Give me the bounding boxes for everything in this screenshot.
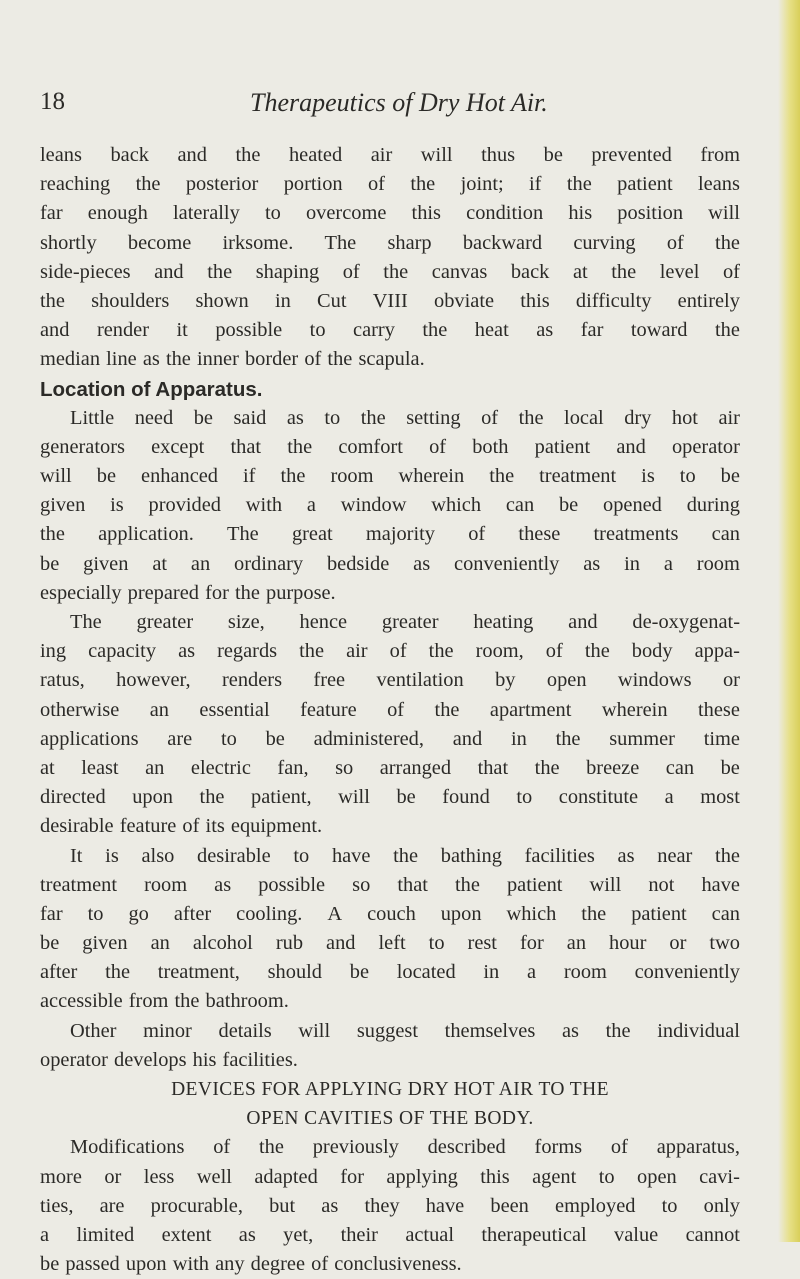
chapter-subheading [40, 1075, 740, 1133]
text-line: Little need be said as to the setting of the local dry hot air [70, 406, 740, 429]
text-line: the shoulders shown in Cut VIII obviate this difficulty entirely [40, 289, 740, 312]
text-line: after the treatment, should be located in a room conveniently [40, 961, 740, 984]
text-line: Other minor details will suggest themselves as the individual [70, 1019, 740, 1042]
text-line: The greater size, hence greater heating and de-oxygenat- [70, 611, 740, 633]
text-line: side-pieces and the shaping of the canvas back at the level of [40, 260, 740, 283]
text-line: desirable feature of its equipment. [40, 815, 323, 838]
paragraph [40, 1133, 740, 1279]
section-heading [40, 375, 740, 404]
text-line: be given at an ordinary bedside as conveniently as in a room [40, 552, 740, 575]
page-number: 18 [40, 88, 65, 115]
paragraph [40, 404, 740, 608]
text-line: DEVICES FOR APPLYING DRY HOT AIR TO THE [171, 1079, 609, 1100]
text-line: especially prepared for the purpose. [40, 581, 336, 604]
paragraph [40, 141, 740, 375]
text-line: accessible from the bathroom. [40, 990, 289, 1013]
text-line: more or less well adapted for applying this agent to open cavi- [40, 1165, 740, 1188]
text-line: directed upon the patient, will be found to constitute a most [40, 786, 740, 809]
paragraph [40, 842, 740, 1017]
paragraph [40, 608, 740, 842]
text-line: applications are to be administered, and in the summer time [40, 727, 740, 750]
text-line: reaching the posterior portion of the joint; if the patient leans [40, 173, 740, 196]
text-line: given is provided with a window which can be opened during [40, 494, 740, 517]
text-line: ratus, however, renders free ventilation by open windows or [40, 669, 740, 692]
text-line: generators except that the comfort of both patient and operator [40, 435, 740, 458]
text-line: Location of Apparatus. [40, 377, 263, 401]
text-line: far to go after cooling. A couch upon which the patient can [40, 902, 740, 925]
text-line: leans back and the heated air will thus be prevented from [40, 144, 740, 166]
running-head [40, 88, 740, 124]
text-line: otherwise an essential feature of the apartment wherein these [40, 698, 740, 721]
text-line: It is also desirable to have the bathing facilities as near the [70, 844, 740, 867]
text-line: and render it possible to carry the heat as far toward the [40, 319, 740, 342]
text-line: ing capacity as regards the air of the room, of the body appa- [40, 640, 740, 663]
text-line: be given an alcohol rub and left to rest for an hour or two [40, 932, 740, 955]
text-line: at least an electric fan, so arranged that the breeze can be [40, 756, 740, 779]
text-line: ties, are procurable, but as they have been employed to only [40, 1194, 740, 1217]
text-line: will be enhanced if the room wherein the treatment is to be [40, 465, 740, 488]
text-line: treatment room as possible so that the patient will not have [40, 873, 740, 896]
text-line: the application. The great majority of these treatments can [40, 523, 740, 546]
paragraph [40, 1017, 740, 1075]
text-line: a limited extent as yet, their actual therapeutical value cannot [40, 1223, 740, 1246]
body-text [40, 141, 740, 1279]
text-line: OPEN CAVITIES OF THE BODY. [246, 1108, 534, 1130]
text-line: be passed upon with any degree of conclusiveness. [40, 1253, 462, 1276]
text-line: far enough laterally to overcome this condition his position will [40, 202, 740, 225]
page-edge [778, 0, 800, 1242]
text-line: shortly become irksome. The sharp backward curving of the [40, 231, 740, 254]
text-line: operator develops his facilities. [40, 1048, 298, 1071]
running-title: Therapeutics of Dry Hot Air. [250, 88, 548, 117]
text-line: Modifications of the previously described forms of apparatus, [70, 1136, 740, 1159]
text-line: median line as the inner border of the scapula. [40, 348, 425, 371]
